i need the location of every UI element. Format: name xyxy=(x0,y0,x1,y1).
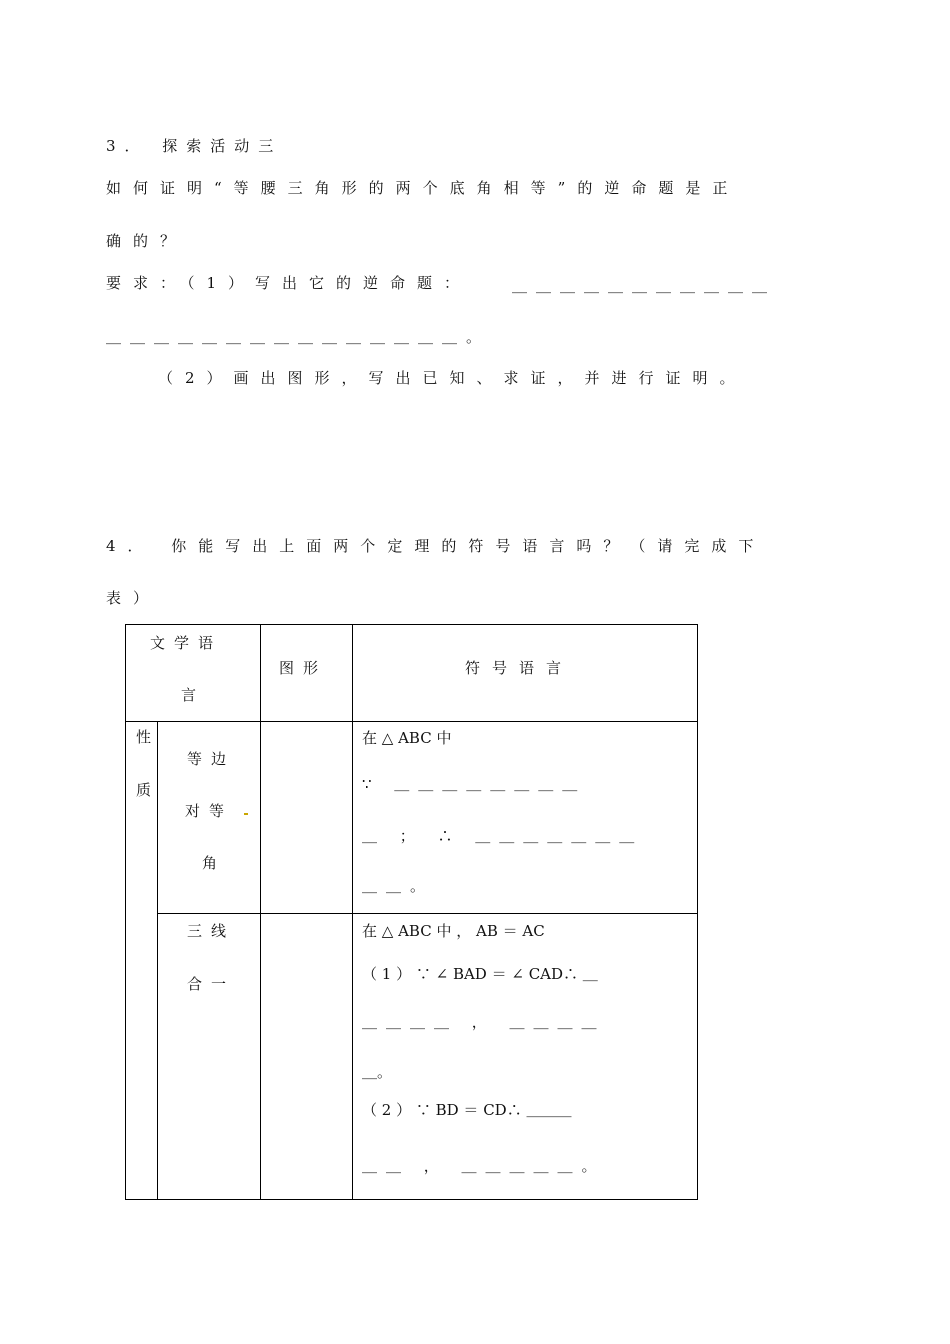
group-label-2: 质 xyxy=(136,781,152,799)
row1-symbol-line1: 在 △ ABC 中 xyxy=(362,729,452,747)
section3-question-line1: 如何证明“等腰三角形的两个底角相等”的逆命题是正 xyxy=(106,179,740,197)
row2-symbol-cell xyxy=(353,914,698,1200)
section3-requirement-2: （2）画出图形，写出已知、求证，并进行证明。 xyxy=(158,369,747,387)
section4-heading-line1: 4． 你能写出上面两个定理的符号语言吗？（请完成下 xyxy=(106,537,766,555)
header-symbol-language xyxy=(353,625,698,722)
row2-symbol-line5[interactable]: （ 2 ） ∵ BD ＝ CD∴ ＿＿＿ xyxy=(362,1101,572,1119)
row2-symbol-line1: 在 △ ABC 中 ， AB ＝ AC xyxy=(362,922,545,940)
section3-requirement-1: 要求：（1）写出它的逆命题： xyxy=(106,274,472,292)
section3-heading: 3． 探索活动三 xyxy=(106,137,283,155)
row2-symbol-line2[interactable]: （ 1 ） ∵ ∠ BAD ＝ ∠ CAD∴ ＿ xyxy=(362,965,598,983)
row2-figure-cell[interactable] xyxy=(261,914,353,1200)
row2-name-cell xyxy=(158,914,261,1200)
row1-symbol-cell xyxy=(353,722,698,914)
header-col3: 符号语言 xyxy=(465,659,574,677)
section4-heading-line2: 表） xyxy=(106,589,161,607)
group-label-1: 性 xyxy=(136,728,152,746)
header-literary-language xyxy=(126,625,261,722)
header-figure xyxy=(261,625,353,722)
section3-answer-blank-2[interactable]: ＿＿＿＿＿＿＿＿＿＿＿＿＿＿＿。 xyxy=(106,328,491,346)
row2-symbol-line4[interactable]: ＿。 xyxy=(362,1063,393,1081)
symbol-language-table xyxy=(125,624,698,1200)
section3-question-line2: 确的？ xyxy=(106,232,188,250)
row1-name-line2: 对等 xyxy=(185,802,234,820)
row2-name-line1: 三线 xyxy=(187,922,236,940)
group-label-properties xyxy=(126,722,158,1200)
row1-figure-cell[interactable] xyxy=(261,722,353,914)
row1-name-line3: 角 xyxy=(202,854,218,872)
stray-mark xyxy=(244,813,248,815)
row2-symbol-line3[interactable]: ＿＿＿＿ ， ＿＿＿＿ xyxy=(362,1013,606,1031)
header-col1-line1: 文学语 xyxy=(150,634,223,652)
row1-name-line1: 等边 xyxy=(187,750,236,768)
row2-name-line2: 合一 xyxy=(187,975,236,993)
row1-symbol-line4[interactable]: ＿＿。 xyxy=(362,877,435,895)
row1-symbol-line3[interactable]: ＿ ； ∴ ＿＿＿＿＿＿＿ xyxy=(362,827,644,845)
header-col2: 图形 xyxy=(279,659,328,677)
row1-symbol-line2[interactable]: ∵ ＿＿＿＿＿＿＿＿ xyxy=(362,775,587,793)
section3-answer-blank-1[interactable]: ＿＿＿＿＿＿＿＿＿＿＿ xyxy=(512,277,777,295)
row2-symbol-line6[interactable]: ＿＿ ， ＿＿＿＿＿。 xyxy=(362,1157,606,1175)
header-col1-line2: 言 xyxy=(181,686,197,704)
row1-name-cell xyxy=(158,722,261,914)
